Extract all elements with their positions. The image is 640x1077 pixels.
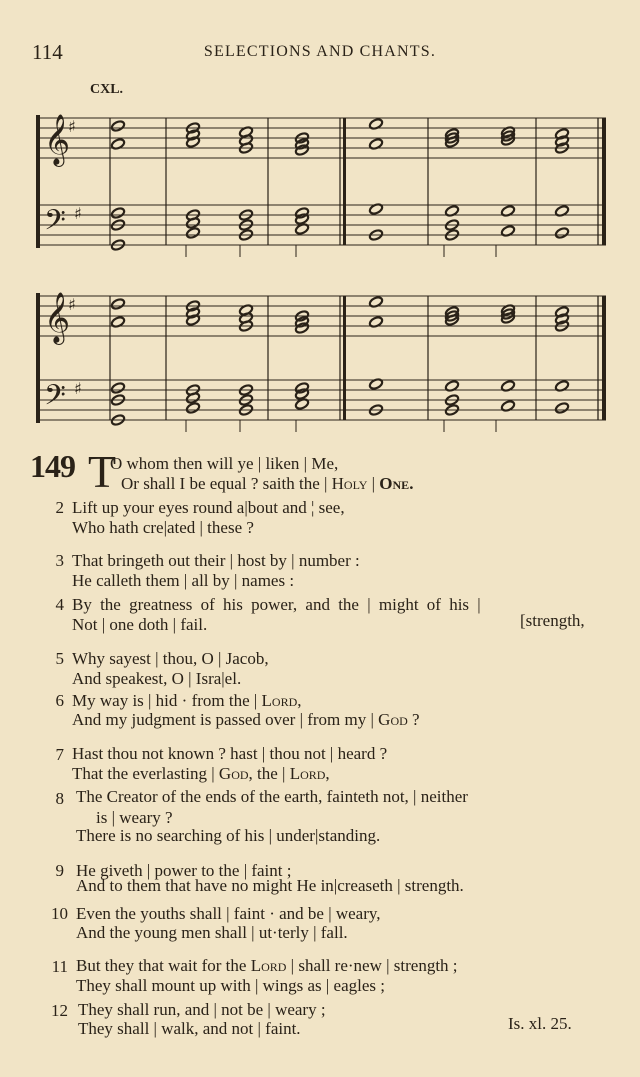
verse-number: 10	[51, 904, 68, 923]
verse-line: is | weary ?	[96, 808, 173, 827]
verse-text: | shall re·new | strength ;	[286, 956, 458, 975]
god-smallcaps: God ?	[378, 710, 420, 729]
sharp-sign: ♯	[74, 204, 82, 223]
verse-1-line-2	[121, 474, 413, 494]
final-barline	[602, 296, 606, 420]
verse-line	[72, 764, 330, 784]
verse-line: They shall run, and | not be | weary ;	[78, 1000, 326, 1019]
verse-line: Why sayest | thou, O | Jacob,	[72, 649, 269, 668]
verse-number: 6	[55, 691, 64, 710]
verse-text: But they that wait for the	[76, 956, 251, 975]
verse-line: Hast thou not known ? hast | thou not | heard ?	[72, 744, 388, 763]
verse-line: He giveth | power to the | faint ;	[76, 861, 292, 880]
half-note	[185, 227, 200, 240]
lord-smallcaps: Lord,	[261, 691, 302, 710]
verse-line: They shall mount up with | wings as | eagles ;	[76, 976, 385, 995]
holy-smallcaps: Holy	[331, 474, 368, 493]
verse-line: And speakest, O | Isra|el.	[72, 669, 242, 688]
verse-number: 9	[55, 861, 64, 880]
verse-line: Who hath cre|ated | these ?	[72, 518, 254, 537]
system-bar	[36, 115, 40, 248]
chant-music-notation	[0, 0, 640, 450]
sharp-sign: ♯	[68, 117, 76, 136]
lord-smallcaps: Lord	[250, 956, 287, 975]
verse-line: Lift up your eyes round a|bout and ¦ see,	[72, 498, 345, 517]
verse-text: |	[367, 474, 380, 493]
verse-number: 5	[55, 649, 64, 668]
half-note	[110, 120, 125, 133]
verse-line: And the young men shall | ut·terly | fall.	[76, 923, 348, 942]
drop-cap: T	[88, 446, 117, 497]
verse-number: 2	[55, 498, 64, 517]
treble-clef: 𝄞	[44, 114, 71, 165]
bass-clef: 𝄢	[44, 379, 66, 419]
running-head: SELECTIONS AND CHANTS.	[203, 43, 437, 60]
verse-line: Even the youths shall | faint · and be | weary,	[76, 904, 381, 923]
half-note	[110, 298, 125, 311]
verse-text: And my judgment is passed over | from my |	[72, 710, 379, 729]
verse-number: 8	[55, 789, 64, 808]
verse-line	[72, 710, 420, 730]
verse-text: the |	[252, 764, 290, 783]
scripture-reference: Is. xl. 25.	[508, 1014, 572, 1033]
verse-line	[76, 956, 458, 976]
verse-line: And to them that have no might He in|creaseth | strength.	[76, 876, 464, 895]
verse-line: They shall | walk, and not | faint.	[78, 1019, 301, 1038]
half-note	[554, 227, 569, 240]
verse-line: He calleth them | all by | names :	[72, 571, 295, 590]
half-note	[110, 382, 125, 395]
lord-smallcaps: Lord,	[289, 764, 330, 783]
verse-text: My way is | hid · from the |	[72, 691, 262, 710]
verse-number: 7	[55, 745, 64, 764]
sharp-sign: ♯	[68, 295, 76, 314]
verse-number: 12	[51, 1001, 68, 1020]
verse-line: The Creator of the ends of the earth, fainteth not, | neither	[76, 787, 468, 806]
verse-text: Or shall I be equal ? saith the |	[121, 474, 332, 493]
verse-line: There is no searching of his | under|standing.	[76, 826, 381, 845]
verse-line: That bringeth out their | host by | number :	[72, 551, 360, 570]
verse-number: 11	[51, 957, 68, 976]
one-smallcaps: One.	[379, 474, 414, 493]
system-bar	[36, 293, 40, 423]
treble-clef: 𝄞	[44, 292, 71, 343]
chant-number: CXL.	[90, 82, 124, 97]
double-barline	[343, 118, 346, 245]
staff-lines	[36, 114, 606, 423]
god-smallcaps: God,	[218, 764, 253, 783]
half-note	[110, 207, 125, 220]
page-number: 114	[32, 40, 63, 64]
verse-line: Not | one doth | fail.	[72, 615, 208, 634]
verse-number: 4	[55, 595, 64, 614]
verse-line-turnover: [strength,	[520, 611, 585, 630]
verse-line	[72, 691, 302, 711]
sharp-sign: ♯	[74, 379, 82, 398]
verse-number: 3	[55, 551, 64, 570]
half-note	[185, 402, 200, 415]
verse-1-line-1: O whom then will ye | liken | Me,	[110, 454, 339, 473]
verse-text: That the everlasting |	[72, 764, 219, 783]
final-barline	[602, 118, 606, 245]
double-barline	[343, 296, 346, 420]
half-note	[554, 402, 569, 415]
bass-clef: 𝄢	[44, 204, 66, 244]
psalm-number: 149	[30, 448, 75, 484]
verse-line: By the greatness of his power, and the | might of his |	[72, 595, 481, 614]
